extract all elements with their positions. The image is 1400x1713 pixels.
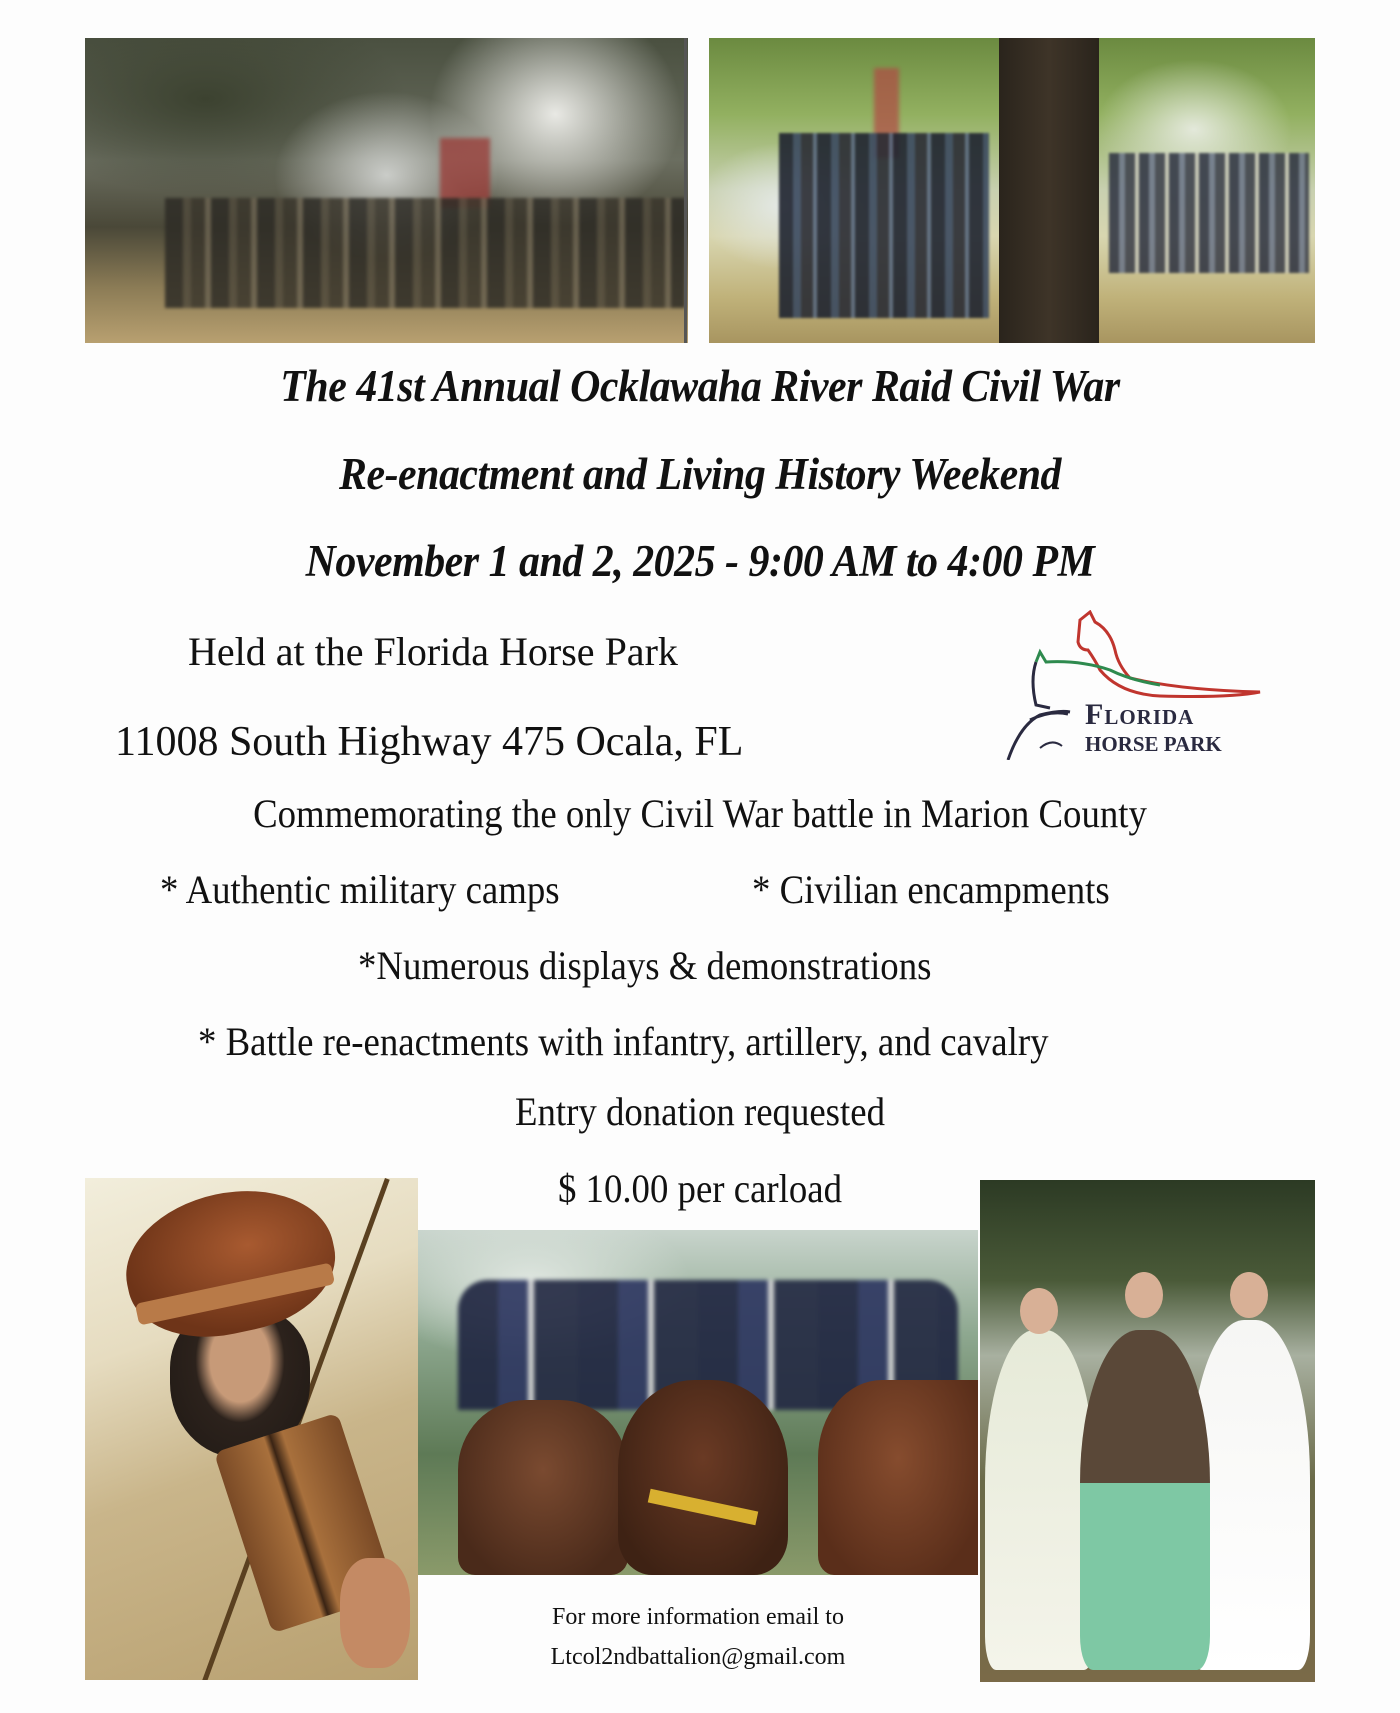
price-text: $ 10.00 per carload: [557, 1166, 843, 1211]
photo-period-dresses: [980, 1180, 1315, 1682]
title-line-2: Re-enactment and Living History Weekend: [339, 449, 1061, 499]
feature-military-camps: * Authentic military camps: [160, 867, 560, 912]
feature-civilian-encampments: * Civilian encampments: [752, 867, 1110, 912]
dress-center: [1080, 1330, 1210, 1670]
contact-email[interactable]: Ltcol2ndbattalion@gmail.com: [550, 1644, 846, 1670]
photo-fiddler: [85, 1178, 418, 1680]
photo-union-line: [709, 38, 1315, 343]
face-right: [1230, 1272, 1268, 1318]
contact-line: For more information email to: [552, 1604, 844, 1630]
venue-address: 11008 South Highway 475 Ocala, FL: [115, 719, 744, 765]
feature-battle-reenactments: * Battle re-enactments with infantry, artillery, and cavalry: [198, 1019, 1049, 1064]
soldiers-silhouette: [165, 198, 685, 308]
logo-text-horse-park: HORSE PARK: [1085, 732, 1222, 756]
face-left: [1020, 1288, 1058, 1334]
event-dates: November 1 and 2, 2025 - 9:00 AM to 4:00 PM: [305, 536, 1095, 586]
entry-donation-note: Entry donation requested: [515, 1089, 885, 1134]
logo-text-florida: Florida: [1085, 698, 1195, 731]
commemoration-text: Commemorating the only Civil War battle in Marion County: [253, 791, 1147, 836]
tree-trunk: [999, 38, 1099, 343]
horse-left: [458, 1400, 628, 1575]
fiddler-hand: [340, 1558, 410, 1668]
face-center: [1125, 1272, 1163, 1318]
photo-cavalry: [418, 1230, 978, 1575]
photo-battle-smoke: [85, 38, 688, 343]
venue-line: Held at the Florida Horse Park: [188, 629, 678, 674]
troops-left: [779, 133, 989, 318]
dress-left: [985, 1330, 1095, 1670]
florida-horse-park-logo: [1000, 610, 1290, 760]
horse-center: [618, 1380, 788, 1575]
horse-right: [818, 1380, 978, 1575]
feature-displays: *Numerous displays & demonstrations: [358, 943, 932, 988]
troops-right: [1109, 153, 1309, 273]
photo-divider: [684, 38, 687, 343]
title-line-1: The 41st Annual Ocklawaha River Raid Civil War: [280, 361, 1120, 411]
